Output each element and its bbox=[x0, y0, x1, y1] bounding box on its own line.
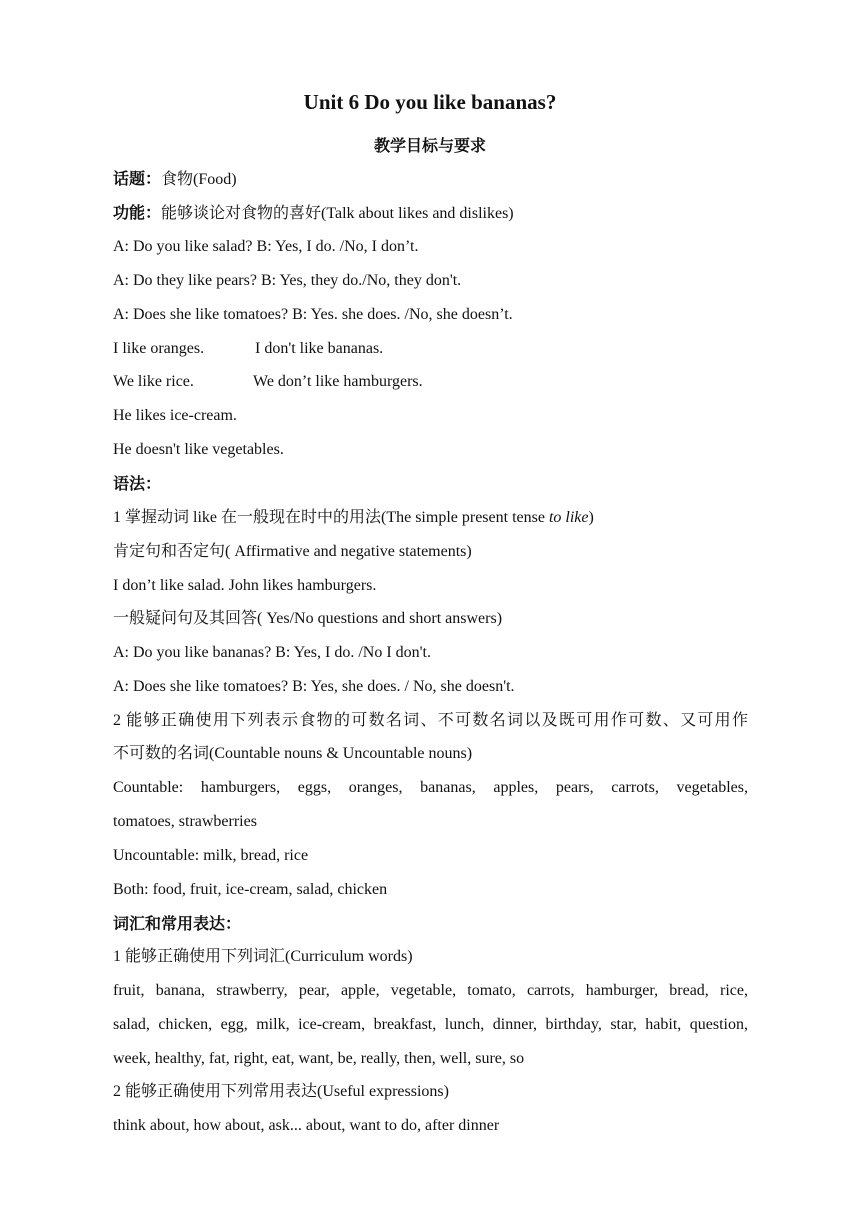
affirm-example: I don’t like salad. John likes hamburgers. bbox=[113, 577, 377, 594]
like-pair-1-a: I like oranges. bbox=[113, 340, 205, 357]
function-example-2: A: Do they like pears? B: Yes, they do./No, they don't. bbox=[113, 272, 462, 289]
grammar-point-1-suffix: ) bbox=[588, 509, 594, 526]
function-label: 功能： bbox=[113, 203, 162, 222]
grammar-point-1 bbox=[113, 508, 748, 528]
question-example-1: A: Do you like bananas? B: Yes, I do. /No I don't. bbox=[113, 644, 431, 661]
like-pair-2 bbox=[113, 372, 748, 392]
like-pair-1-b: I don't like bananas. bbox=[255, 340, 384, 357]
document-title: Unit 6 Do you like bananas? bbox=[303, 90, 557, 114]
topic-label: 话题： bbox=[113, 169, 162, 188]
like-pair-1 bbox=[113, 339, 748, 359]
function-text: 能够谈论对食物的喜好(Talk about likes and dislikes) bbox=[161, 205, 514, 222]
function-line bbox=[113, 203, 748, 224]
grammar-label: 语法： bbox=[113, 474, 162, 493]
vocab-label: 词汇和常用表达： bbox=[113, 914, 242, 933]
vocab-words-line-3: week, healthy, fat, right, eat, want, be, really, then, well, sure, so bbox=[113, 1050, 525, 1067]
he-line-2: He doesn't like vegetables. bbox=[113, 441, 284, 458]
like-pair-2-b: We don’t like hamburgers. bbox=[253, 373, 423, 390]
vocab-words-line-2: salad, chicken, egg, milk, ice-cream, breakfast, lunch, dinner, birthday, star, habit, question, bbox=[113, 1016, 748, 1033]
countable-line-1: Countable: hamburgers, eggs, oranges, bananas, apples, pears, carrots, vegetables, bbox=[113, 779, 748, 796]
document-subtitle: 教学目标与要求 bbox=[373, 136, 486, 155]
uncountable-line: Uncountable: milk, bread, rice bbox=[113, 847, 309, 864]
grammar-point-2-line-1: 2 能够正确使用下列表示食物的可数名词、不可数名词以及既可用作可数、又可用作 bbox=[113, 712, 748, 729]
function-example-1: A: Do you like salad? B: Yes, I do. /No, I don’t. bbox=[113, 238, 419, 255]
question-example-2: A: Does she like tomatoes? B: Yes, she does. / No, she doesn't. bbox=[113, 678, 515, 695]
topic-line bbox=[113, 169, 748, 190]
grammar-point-2-line-2: 不可数的名词(Countable nouns & Uncountable nouns) bbox=[113, 745, 473, 762]
question-heading: 一般疑问句及其回答( Yes/No questions and short answers) bbox=[113, 610, 503, 627]
both-line: Both: food, fruit, ice-cream, salad, chicken bbox=[113, 881, 388, 898]
function-example-3: A: Does she like tomatoes? B: Yes. she does. /No, she doesn’t. bbox=[113, 306, 513, 323]
like-pair-2-a: We like rice. bbox=[113, 373, 194, 390]
topic-text: 食物(Food) bbox=[161, 171, 237, 188]
vocab-expressions: think about, how about, ask... about, want to do, after dinner bbox=[113, 1117, 500, 1134]
affirm-heading: 肯定句和否定句( Affirmative and negative statements) bbox=[113, 543, 472, 560]
countable-line-2: tomatoes, strawberries bbox=[113, 813, 257, 830]
vocab-point-1: 1 能够正确使用下列词汇(Curriculum words) bbox=[113, 948, 413, 965]
grammar-point-1-italic: to like bbox=[548, 509, 589, 526]
he-line-1: He likes ice-cream. bbox=[113, 407, 237, 424]
vocab-point-2: 2 能够正确使用下列常用表达(Useful expressions) bbox=[113, 1083, 449, 1100]
vocab-words-line-1: fruit, banana, strawberry, pear, apple, vegetable, tomato, carrots, hamburger, bread, rice, bbox=[113, 982, 748, 999]
grammar-point-1-prefix: 1 掌握动词 like 在一般现在时中的用法(The simple present tense bbox=[113, 509, 549, 526]
